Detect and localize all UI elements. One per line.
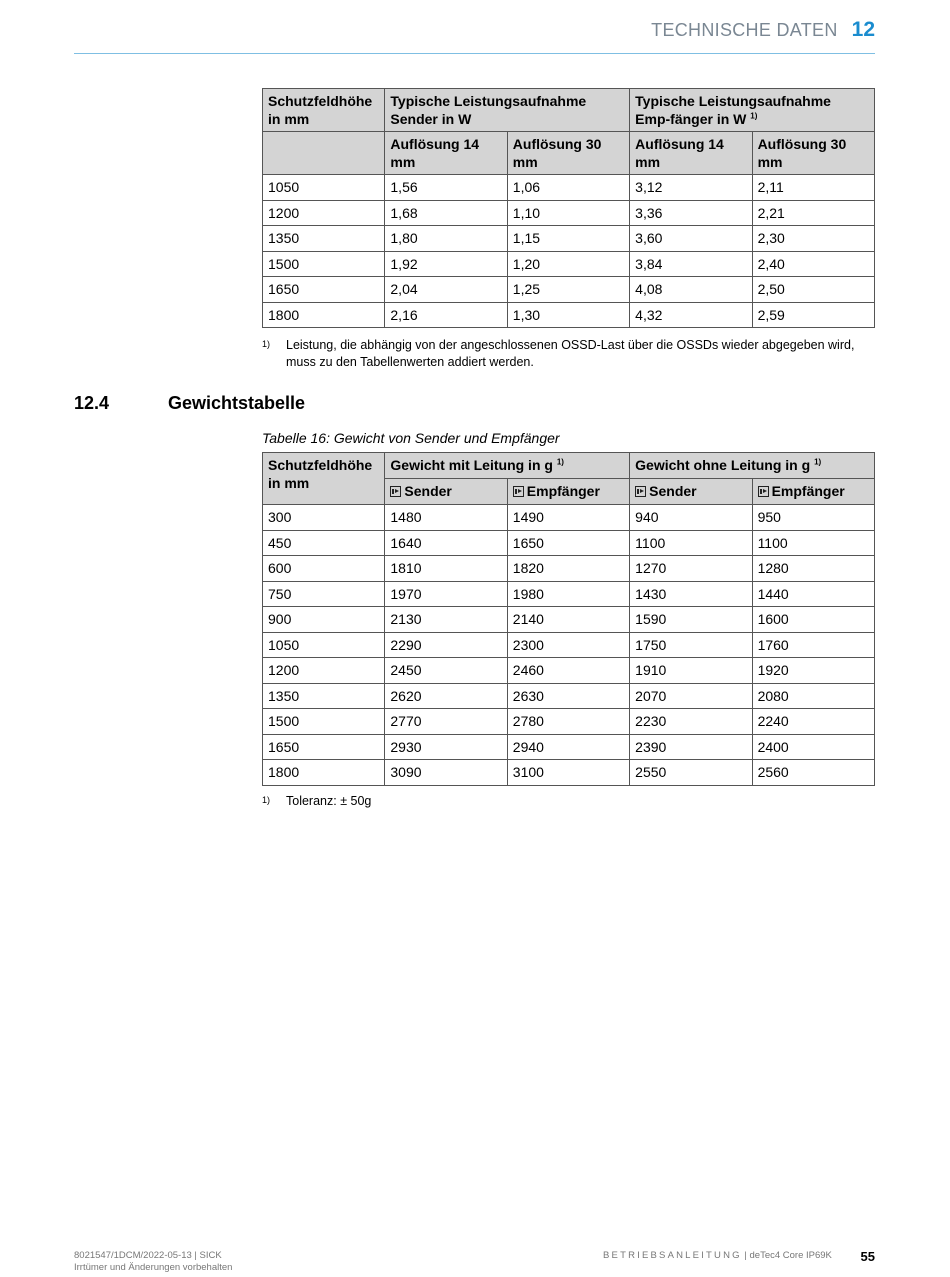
table-row xyxy=(263,277,875,303)
footer-right xyxy=(603,1250,832,1261)
section-heading xyxy=(74,393,305,414)
header-weight-without-cable: Gewicht ohne Leitung in g $^{1)}$ xyxy=(630,453,875,479)
value-cell: 2400 xyxy=(752,734,874,760)
header-divider xyxy=(74,53,875,54)
value-cell: 2080 xyxy=(752,683,874,709)
value-cell: 2130 xyxy=(385,607,507,633)
doc-id: 8021547/1DCM/2022-05-13 | SICK xyxy=(74,1250,222,1261)
value-cell: 3,84 xyxy=(630,251,752,277)
value-cell: 3,60 xyxy=(630,226,752,252)
value-cell: 2,59 xyxy=(752,302,874,328)
value-cell: 2,50 xyxy=(752,277,874,303)
power-table-footnote xyxy=(262,337,875,371)
value-cell: 2,16 xyxy=(385,302,507,328)
value-cell: 2550 xyxy=(630,760,752,786)
field-height-cell: 1050 xyxy=(263,175,385,201)
value-cell: 2780 xyxy=(507,709,629,735)
value-cell: 2560 xyxy=(752,760,874,786)
table-row xyxy=(263,581,875,607)
value-cell: 2240 xyxy=(752,709,874,735)
value-cell: 1,92 xyxy=(385,251,507,277)
header-sender-power: Typische Leistungsaufnahme Sender in W xyxy=(385,89,630,132)
value-cell: 1820 xyxy=(507,556,629,582)
value-cell: 1590 xyxy=(630,607,752,633)
value-cell: 2460 xyxy=(507,658,629,684)
table-row xyxy=(263,683,875,709)
value-cell: 2,30 xyxy=(752,226,874,252)
value-cell: 1480 xyxy=(385,505,507,531)
chapter-title: TECHNISCHE DATEN xyxy=(651,20,838,40)
value-cell: 2140 xyxy=(507,607,629,633)
receiver-icon xyxy=(758,486,769,497)
value-cell: 1,10 xyxy=(507,200,629,226)
field-height-cell: 1350 xyxy=(263,683,385,709)
value-cell: 1920 xyxy=(752,658,874,684)
value-cell: 1980 xyxy=(507,581,629,607)
table-row xyxy=(263,530,875,556)
field-height-cell: 1050 xyxy=(263,632,385,658)
value-cell: 2390 xyxy=(630,734,752,760)
header-receiver: Empfänger xyxy=(752,479,874,505)
section-title: Gewichtstabelle xyxy=(168,393,306,413)
value-cell: 1100 xyxy=(752,530,874,556)
value-cell: 2940 xyxy=(507,734,629,760)
table-row xyxy=(263,632,875,658)
value-cell: 1,80 xyxy=(385,226,507,252)
value-cell: 1600 xyxy=(752,607,874,633)
value-cell: 1270 xyxy=(630,556,752,582)
footnote-ref: 1) xyxy=(814,457,822,467)
value-cell: 4,08 xyxy=(630,277,752,303)
field-height-cell: 600 xyxy=(263,556,385,582)
field-height-cell: 1200 xyxy=(263,200,385,226)
value-cell: 2290 xyxy=(385,632,507,658)
header-resolution: Auflösung 30 mm xyxy=(507,132,629,175)
header-resolution: Auflösung 14 mm xyxy=(385,132,507,175)
value-cell: 1,15 xyxy=(507,226,629,252)
sender-icon xyxy=(635,486,646,497)
value-cell: 1,56 xyxy=(385,175,507,201)
value-cell: 1,06 xyxy=(507,175,629,201)
header-empty-cell xyxy=(263,132,385,175)
table-row xyxy=(263,251,875,277)
value-cell: 1,25 xyxy=(507,277,629,303)
value-cell: 2230 xyxy=(630,709,752,735)
table-row xyxy=(263,226,875,252)
value-cell: 2620 xyxy=(385,683,507,709)
table-row xyxy=(263,302,875,328)
table-row xyxy=(263,709,875,735)
header-receiver-power: Typische Leistungsaufnahme Emp-fänger in W $^{1)}$ xyxy=(630,89,875,132)
value-cell: 2,11 xyxy=(752,175,874,201)
footnote-text: Leistung, die abhängig von der angeschlossenen OSSD-Last über die OSSDs wieder abgegeben wird, muss zu den Tabellenwerten addiert werden. xyxy=(286,338,855,369)
section-number: 12.4 xyxy=(74,393,110,413)
header-weight-with-cable: Gewicht mit Leitung in g $^{1)}$ xyxy=(385,453,630,479)
product-name: deTec4 Core IP69K xyxy=(749,1250,832,1261)
footnote-mark: 1) xyxy=(262,795,271,805)
field-height-cell: 1800 xyxy=(263,760,385,786)
field-height-cell: 1350 xyxy=(263,226,385,252)
table-row xyxy=(263,760,875,786)
value-cell: 1440 xyxy=(752,581,874,607)
value-cell: 3,36 xyxy=(630,200,752,226)
table-row xyxy=(263,556,875,582)
header-resolution: Auflösung 30 mm xyxy=(752,132,874,175)
value-cell: 2300 xyxy=(507,632,629,658)
table-row xyxy=(263,175,875,201)
value-cell: 2,21 xyxy=(752,200,874,226)
value-cell: 3090 xyxy=(385,760,507,786)
manual-label: BETRIEBSANLEITUNG xyxy=(603,1250,742,1261)
weight-table-footnote xyxy=(262,793,875,810)
value-cell: 950 xyxy=(752,505,874,531)
sender-icon xyxy=(390,486,401,497)
header-sender: Sender xyxy=(630,479,752,505)
footnote-ref: 1) xyxy=(750,111,758,121)
value-cell: 2070 xyxy=(630,683,752,709)
field-height-cell: 1500 xyxy=(263,709,385,735)
header-resolution: Auflösung 14 mm xyxy=(630,132,752,175)
disclaimer: Irrtümer und Änderungen vorbehalten xyxy=(74,1262,233,1273)
table-caption: Tabelle 16: Gewicht von Sender und Empfänger xyxy=(262,430,560,446)
footer-left xyxy=(74,1250,232,1274)
page-number: 55 xyxy=(860,1249,875,1264)
footnote-mark: 1) xyxy=(262,339,271,349)
value-cell: 2930 xyxy=(385,734,507,760)
value-cell: 1430 xyxy=(630,581,752,607)
table-row xyxy=(263,734,875,760)
value-cell: 2,04 xyxy=(385,277,507,303)
field-height-cell: 1500 xyxy=(263,251,385,277)
value-cell: 2770 xyxy=(385,709,507,735)
header-field-height: Schutzfeldhöhe in mm xyxy=(263,89,385,132)
table-row xyxy=(263,505,875,531)
value-cell: 3100 xyxy=(507,760,629,786)
header-receiver: Empfänger xyxy=(507,479,629,505)
weight-table xyxy=(262,452,875,786)
table-row xyxy=(263,607,875,633)
field-height-cell: 900 xyxy=(263,607,385,633)
value-cell: 1970 xyxy=(385,581,507,607)
field-height-cell: 300 xyxy=(263,505,385,531)
value-cell: 1640 xyxy=(385,530,507,556)
value-cell: 4,32 xyxy=(630,302,752,328)
header-field-height: Schutzfeldhöhe in mm xyxy=(263,453,385,505)
table-row xyxy=(263,658,875,684)
value-cell: 1280 xyxy=(752,556,874,582)
value-cell: 1,20 xyxy=(507,251,629,277)
value-cell: 1,68 xyxy=(385,200,507,226)
value-cell: 2450 xyxy=(385,658,507,684)
value-cell: 1650 xyxy=(507,530,629,556)
value-cell: 1750 xyxy=(630,632,752,658)
power-consumption-table xyxy=(262,88,875,328)
value-cell: 1,30 xyxy=(507,302,629,328)
header-sender: Sender xyxy=(385,479,507,505)
value-cell: 1910 xyxy=(630,658,752,684)
page-header xyxy=(651,18,875,42)
value-cell: 1810 xyxy=(385,556,507,582)
field-height-cell: 1200 xyxy=(263,658,385,684)
field-height-cell: 450 xyxy=(263,530,385,556)
table-row xyxy=(263,200,875,226)
value-cell: 1490 xyxy=(507,505,629,531)
footer-separator: | xyxy=(744,1250,747,1261)
value-cell: 1100 xyxy=(630,530,752,556)
chapter-number: 12 xyxy=(851,18,875,41)
receiver-icon xyxy=(513,486,524,497)
field-height-cell: 1650 xyxy=(263,734,385,760)
field-height-cell: 750 xyxy=(263,581,385,607)
value-cell: 1760 xyxy=(752,632,874,658)
field-height-cell: 1650 xyxy=(263,277,385,303)
footnote-ref: 1) xyxy=(556,457,564,467)
footnote-text: Toleranz: ± 50g xyxy=(286,794,372,808)
value-cell: 940 xyxy=(630,505,752,531)
value-cell: 3,12 xyxy=(630,175,752,201)
field-height-cell: 1800 xyxy=(263,302,385,328)
value-cell: 2630 xyxy=(507,683,629,709)
value-cell: 2,40 xyxy=(752,251,874,277)
